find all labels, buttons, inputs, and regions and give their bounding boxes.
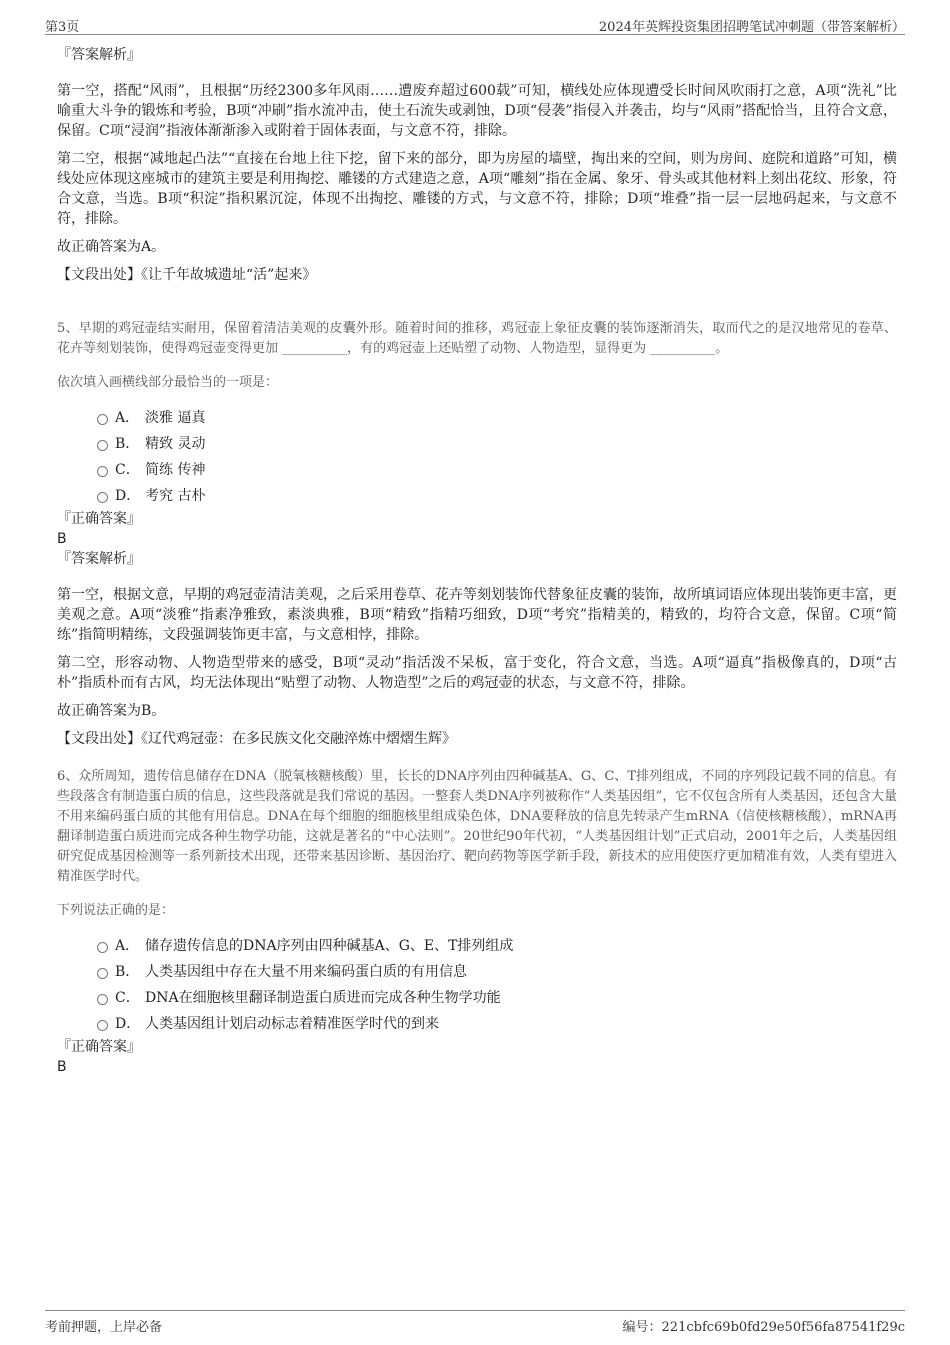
- q5-source: 【文段出处】《辽代鸡冠壶：在多民族文化交融淬炼中熠熠生辉》: [57, 731, 456, 747]
- radio-button-icon[interactable]: [97, 994, 108, 1005]
- q5-conclusion: 故正确答案为B。: [57, 703, 166, 719]
- q5-answer-label: 『正确答案』: [57, 511, 141, 527]
- page-content: [57, 45, 897, 1077]
- page-footer: [45, 1310, 905, 1333]
- document-title: 2024年英辉投资集团招聘笔试冲刺题（带答案解析）: [598, 20, 905, 35]
- q5-options: [57, 405, 897, 509]
- radio-button-icon[interactable]: [97, 440, 108, 451]
- footer-slogan: 考前押题，上岸必备: [45, 1320, 163, 1335]
- q5-question-text: 5、早期的鸡冠壶结实耐用，保留着清洁美观的皮囊外形。随着时间的推移，鸡冠壶上象征皮囊的装饰逐渐消失，取而代之的是汉地常见的卷草、花卉等刻划装饰，使得鸡冠壶变得更加 __________，有的鸡冠壶上还贴塑了动物、人物造型，显得更为 __________。: [57, 321, 897, 356]
- q4-source: 【文段出处】《让千年故城遗址“活”起来》: [57, 267, 317, 283]
- q5-prompt: 依次填入画横线部分最恰当的一项是：: [57, 375, 279, 390]
- q6-option-c[interactable]: C． DNA在细胞核里翻译制造蛋白质进而完成各种生物学功能: [57, 985, 897, 1011]
- q4-analysis-paragraph: 第二空，根据“减地起凸法”“直接在台地上往下挖，留下来的部分，即为房屋的墙壁，掏出来的空间，则为房间、庭院和道路”可知，横线处应体现这座城市的建筑主要是利用掏挖、雕镂的方式建造之意，A项“雕刻”指在金属、象牙、骨头或其他材料上刻出花纹、形象，符合文意，当选。B项“积淀”指积累沉淀，体现不出掏挖、雕镂的方式，与文意不符，排除；D项“堆叠”指一层一层地码起来，与文意不符，排除。: [57, 151, 897, 227]
- radio-button-icon[interactable]: [97, 414, 108, 425]
- q4-conclusion: 故正确答案为A。: [57, 239, 166, 255]
- radio-button-icon[interactable]: [97, 1020, 108, 1031]
- page-header: [45, 14, 905, 35]
- page-number: 第3页: [45, 20, 80, 35]
- q4-analysis-label: 『答案解析』: [57, 47, 141, 63]
- q6-answer: B: [57, 1059, 67, 1075]
- q5-option-a[interactable]: A． 淡雅 逼真: [57, 405, 897, 431]
- q5-analysis-paragraph: 第二空，形容动物、人物造型带来的感受，B项“灵动”指活泼不呆板，富于变化，符合文意，当选。A项“逼真”指极像真的，D项“古朴”指质朴而有古风，均无法体现出“贴塑了动物、人物造型”之后的鸡冠壶的状态，与文意不符，排除。: [57, 655, 897, 691]
- q6-options: [57, 933, 897, 1037]
- radio-button-icon[interactable]: [97, 968, 108, 979]
- q6-answer-label: 『正确答案』: [57, 1039, 141, 1055]
- q6-prompt: 下列说法正确的是：: [57, 903, 175, 918]
- q5-option-b[interactable]: B． 精致 灵动: [57, 431, 897, 457]
- radio-button-icon[interactable]: [97, 492, 108, 503]
- q6-option-a[interactable]: A． 储存遗传信息的DNA序列由四种碱基A、G、E、T排列组成: [57, 933, 897, 959]
- radio-button-icon[interactable]: [97, 942, 108, 953]
- q4-analysis-paragraph: 第一空，搭配“风雨”，且根据“历经2300多年风雨……遭废弃超过600载”可知，横线处应体现遭受长时间风吹雨打之意，A项“洗礼”比喻重大斗争的锻炼和考验，B项“冲刷”指水流冲击，使土石流失或剥蚀，D项“侵袭”指侵入并袭击，均与“风雨”搭配恰当，且符合文意，保留。C项“浸润”指液体渐渐渗入或附着于固体表面，与文意不符，排除。: [57, 83, 897, 139]
- q5-analysis-label: 『答案解析』: [57, 551, 141, 567]
- q6-option-b[interactable]: B． 人类基因组中存在大量不用来编码蛋白质的有用信息: [57, 959, 897, 985]
- q5-option-c[interactable]: C． 简练 传神: [57, 457, 897, 483]
- document-code: 编号：221cbfc69b0fd29e50f56fa87541f29c: [622, 1320, 905, 1335]
- q6-option-d[interactable]: D． 人类基因组计划启动标志着精准医学时代的到来: [57, 1011, 897, 1037]
- q5-option-d[interactable]: D． 考究 古朴: [57, 483, 897, 509]
- radio-button-icon[interactable]: [97, 466, 108, 477]
- q6-question-text: 6、众所周知，遗传信息储存在DNA（脱氧核糖核酸）里，长长的DNA序列由四种碱基A、G、C、T排列组成，不同的序列段记载不同的信息。有些段落含有制造蛋白质的信息，这些段落就是我们常说的基因。一整套人类DNA序列被称作“人类基因组”，它不仅包含所有人类基因，还包含大量不用来编码蛋白质的其他有用信息。DNA在每个细胞的细胞核里组成染色体，DNA要释放的信息先转录产生mRNA（信使核糖核酸），mRNA再翻译制造蛋白质进而完成各种生物学功能，这就是著名的“中心法则”。20世纪90年代初，“人类基因组计划”正式启动，2001年之后，人类基因组研究促成基因检测等一系列新技术出现，还带来基因诊断、基因治疗、靶向药物等医学新手段，新技术的应用使医疗更加精准有效，人类有望进入精准医学时代。: [57, 769, 897, 884]
- q5-answer: B: [57, 531, 67, 547]
- q5-analysis-paragraph: 第一空，根据文意，早期的鸡冠壶清洁美观，之后采用卷草、花卉等刻划装饰代替象征皮囊的装饰，故所填词语应体现出装饰更丰富，更美观之意。A项“淡雅”指素净雅致，素淡典雅，B项“精致”指精巧细致，D项“考究”指精美的，精致的，均符合文意，保留。C项“简练”指简明精练，文段强调装饰更丰富，与文意相悖，排除。: [57, 587, 897, 643]
